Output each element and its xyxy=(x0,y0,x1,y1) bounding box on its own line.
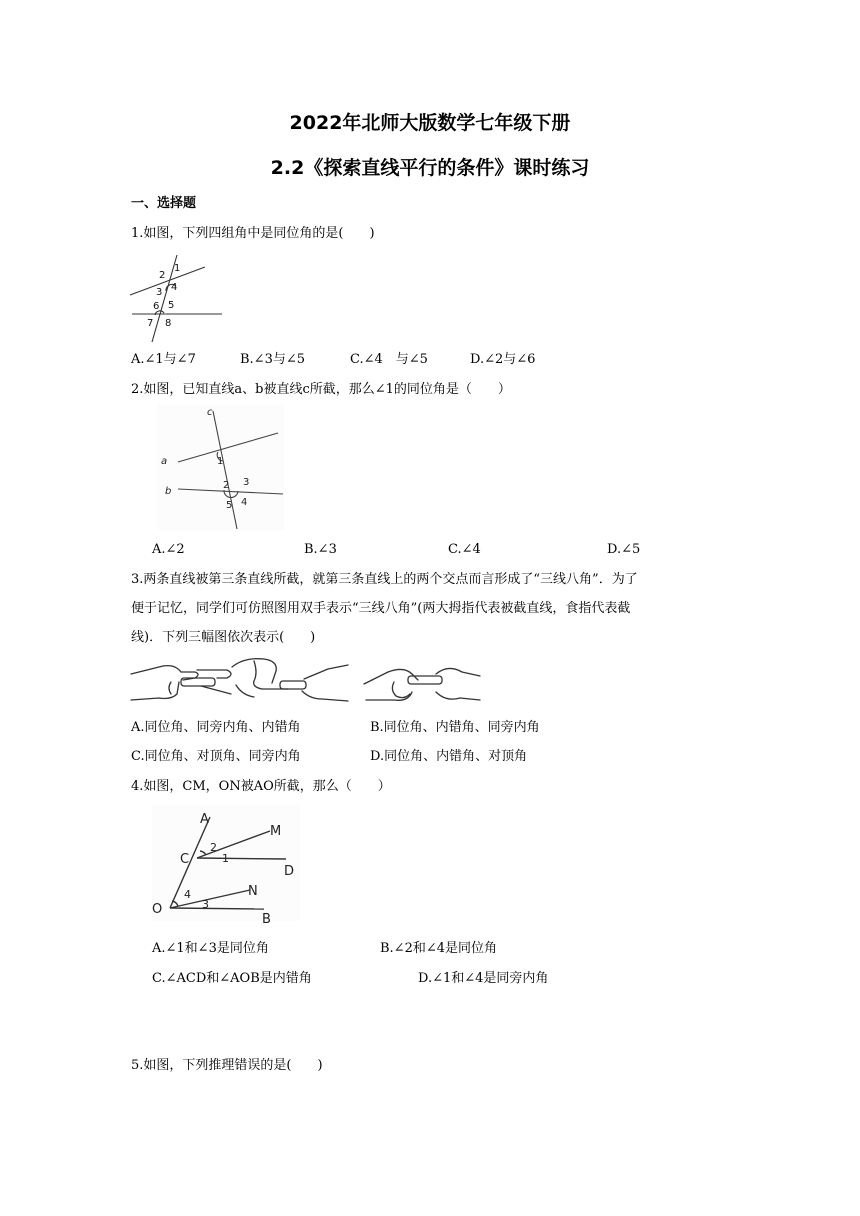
q4-fig-label-N: N xyxy=(248,884,258,899)
q4-stem: 4.如图，CM，ON被AO所截，那么（ ） xyxy=(131,779,391,794)
q2-fig-label-1: 1 xyxy=(217,456,224,467)
q3-option-c: C.同位角、对顶角、同旁内角 xyxy=(131,749,301,764)
q3-stem-line2: 便于记忆，同学们可仿照图用双手表示“三线八角”(两大拇指代表被截直线，食指代表截 xyxy=(131,601,631,616)
q4-option-b: B.∠2和∠4是同位角 xyxy=(380,941,498,956)
section-heading: 一、选择题 xyxy=(131,196,197,211)
q1-fig-label-6: 6 xyxy=(153,301,160,312)
q1-fig-label-7: 7 xyxy=(147,318,154,329)
q4-fig-label-C: C xyxy=(180,852,190,867)
q2-option-d: D.∠5 xyxy=(607,542,641,557)
q4-option-a: A.∠1和∠3是同位角 xyxy=(152,941,269,956)
q2-fig-label-4: 4 xyxy=(241,497,248,508)
q2-stem: 2.如图，已知直线a、b被直线c所截，那么∠1的同位角是（ ） xyxy=(131,382,511,397)
q3-stem-line3: 线)．下列三幅图依次表示( ) xyxy=(131,630,316,645)
q2-fig-label-5: 5 xyxy=(226,500,233,511)
q1-fig-label-4: 4 xyxy=(171,282,178,293)
q2-fig-label-2: 2 xyxy=(223,480,230,491)
q1-fig-label-2: 2 xyxy=(159,270,166,281)
q2-fig-label-c: c xyxy=(207,407,213,418)
q4-fig-label-B: B xyxy=(262,912,271,927)
q4-fig-label-1: 1 xyxy=(222,852,229,865)
q2-option-a: A.∠2 xyxy=(152,542,185,557)
q3-hands-figure-3 xyxy=(364,656,482,708)
q3-hands-figure-2 xyxy=(232,655,350,707)
doc-subtitle: 2.2《探索直线平行的条件》课时练习 xyxy=(270,157,590,179)
q1-fig-label-3: 3 xyxy=(156,287,163,298)
q1-option-c: C.∠4 与∠5 xyxy=(350,352,428,367)
q1-stem: 1.如图，下列四组角中是同位角的是( ) xyxy=(131,226,375,241)
q4-figure xyxy=(152,805,307,925)
q3-option-d: D.同位角、内错角、对顶角 xyxy=(370,749,528,764)
q5-stem: 5.如图，下列推理错误的是( ) xyxy=(131,1058,323,1073)
q1-option-a: A.∠1与∠7 xyxy=(131,352,196,367)
q3-option-a: A.同位角、同旁内角、内错角 xyxy=(131,720,301,735)
q2-option-c: C.∠4 xyxy=(448,542,481,557)
q4-fig-label-4: 4 xyxy=(184,888,191,901)
q1-fig-label-1: 1 xyxy=(174,263,181,274)
q3-option-b: B.同位角、内错角、同旁内角 xyxy=(370,720,540,735)
q2-fig-label-3: 3 xyxy=(243,477,250,488)
q4-fig-label-3: 3 xyxy=(202,898,209,911)
q1-fig-label-5: 5 xyxy=(168,300,175,311)
q4-option-d: D.∠1和∠4是同旁内角 xyxy=(418,971,549,986)
q3-hands-figure-1 xyxy=(131,656,236,708)
q1-figure xyxy=(130,255,225,345)
q4-fig-label-A: A xyxy=(200,812,209,827)
doc-title: 2022年北师大版数学七年级下册 xyxy=(289,112,571,134)
q4-fig-label-M: M xyxy=(270,824,282,839)
q4-fig-label-D: D xyxy=(284,864,295,879)
q1-option-b: B.∠3与∠5 xyxy=(240,352,306,367)
q2-option-b: B.∠3 xyxy=(304,542,337,557)
q2-figure xyxy=(158,405,284,530)
q1-option-d: D.∠2与∠6 xyxy=(470,352,536,367)
q4-option-c: C.∠ACD和∠AOB是内错角 xyxy=(152,971,312,986)
q1-fig-label-8: 8 xyxy=(165,318,172,329)
q2-fig-label-b: b xyxy=(165,486,172,497)
q2-fig-label-a: a xyxy=(161,456,168,467)
q4-fig-label-O: O xyxy=(152,902,163,917)
q3-stem-line1: 3.两条直线被第三条直线所截，就第三条直线上的两个交点而言形成了“三线八角”．为了 xyxy=(131,572,638,587)
q4-fig-label-2: 2 xyxy=(210,841,217,854)
